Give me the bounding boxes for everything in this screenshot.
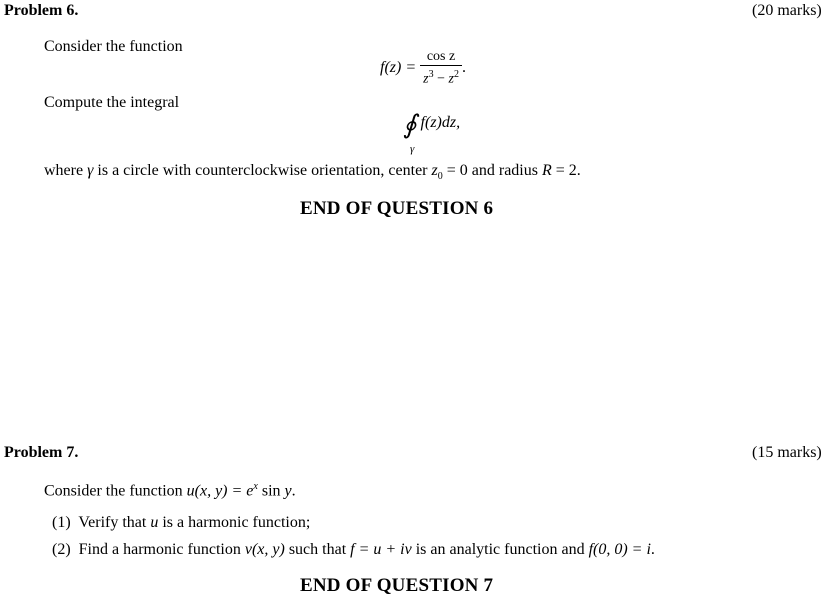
list-item: (2) Find a harmonic function v(x, y) such that f = u + iv is an analytic function and f(0, 0) = i.	[52, 541, 655, 558]
end-of-question-7: END OF QUESTION 7	[300, 575, 494, 596]
function-definition: f(z) = $\frac{\text{cos z}}{z^3 - z^2}$ .	[380, 49, 466, 87]
end-of-question-6: END OF QUESTION 6	[300, 198, 494, 219]
function-lhs: f(z) =	[380, 58, 417, 76]
fraction-numerator: cos z	[420, 48, 462, 66]
fraction-denominator: $z^3 - z^2$	[423, 69, 459, 87]
problem-7-intro: Consider the function u(x, $y) = e^x$ sin y.	[44, 481, 296, 500]
problem-7-marks: (15 marks)	[752, 444, 822, 461]
problem-6-title: Problem 6.	[4, 2, 79, 19]
problem-7-title: Problem 7.	[4, 444, 79, 461]
contour-integral-icon: ∮	[403, 110, 417, 139]
where-clause: where γ is a circle with counterclockwise orientation, center $z_0 = 0$ and radius R = 2.	[44, 162, 581, 183]
function-fraction	[420, 48, 462, 88]
problem-6-marks: (20 marks)	[752, 2, 822, 19]
list-item: (1) Verify that u is a harmonic function;	[52, 514, 311, 531]
integrand: f(z)dz,	[420, 114, 461, 131]
item-number: (1)	[52, 514, 71, 531]
problem-6-intro: Consider the function	[44, 38, 183, 55]
contour-integral	[403, 110, 461, 155]
item-number: (2)	[52, 541, 71, 558]
contour-subscript: γ	[410, 143, 415, 155]
compute-integral-text: Compute the integral	[44, 94, 180, 111]
